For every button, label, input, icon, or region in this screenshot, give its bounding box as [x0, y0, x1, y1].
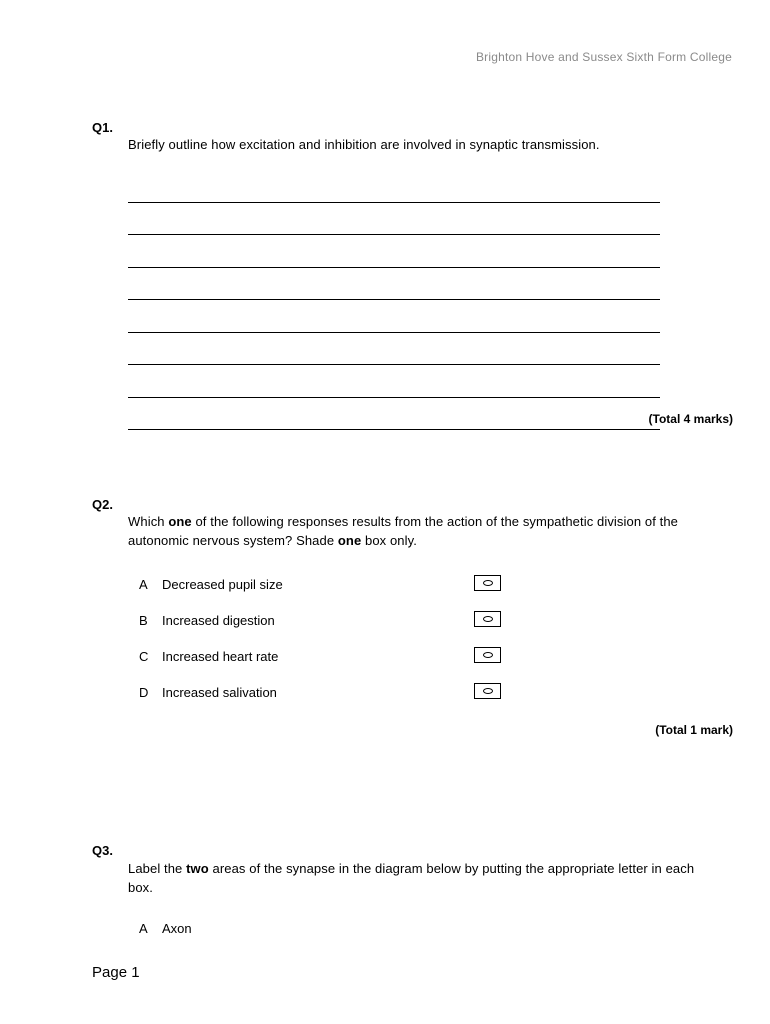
label-text: Axon — [162, 921, 192, 936]
question-3-number: Q3. — [92, 843, 113, 858]
option-b-checkbox[interactable] — [474, 611, 501, 627]
label-letter: A — [139, 921, 148, 936]
option-d — [139, 683, 519, 703]
option-a-checkbox[interactable] — [474, 575, 501, 591]
answer-line[interactable] — [128, 170, 660, 203]
oval-icon — [483, 616, 493, 622]
answer-line[interactable] — [128, 300, 660, 333]
option-b — [139, 611, 519, 631]
question-3-text-part: Label the — [128, 861, 187, 876]
question-2-text-part: box only. — [361, 533, 417, 548]
question-1-marks: (Total 4 marks) — [648, 412, 733, 426]
question-2-text — [128, 512, 703, 550]
answer-line[interactable] — [128, 268, 660, 301]
question-1-number: Q1. — [92, 120, 113, 135]
option-letter: C — [139, 649, 149, 664]
oval-icon — [483, 688, 493, 694]
question-2-marks: (Total 1 mark) — [655, 723, 733, 737]
oval-icon — [483, 652, 493, 658]
label-a — [139, 919, 519, 939]
question-2-text-part: Which — [128, 514, 169, 529]
option-text: Increased heart rate — [162, 649, 279, 664]
question-2-emphasis: one — [168, 514, 192, 529]
question-2-emphasis: one — [337, 533, 362, 548]
page-number: Page 1 — [92, 964, 140, 981]
option-letter: B — [139, 613, 148, 628]
option-letter: A — [139, 577, 148, 592]
option-c-checkbox[interactable] — [474, 647, 501, 663]
option-c — [139, 647, 519, 667]
option-d-checkbox[interactable] — [474, 683, 501, 699]
question-2-text-part: of the following responses results from the action of the sympathetic division of the autonomic nervous system? Shade — [128, 514, 679, 548]
answer-lines[interactable] — [128, 170, 660, 430]
option-text: Decreased pupil size — [162, 577, 283, 592]
answer-line[interactable] — [128, 333, 660, 366]
answer-line[interactable] — [128, 398, 660, 431]
option-text: Increased digestion — [162, 613, 275, 628]
option-letter: D — [139, 685, 149, 700]
question-2-number: Q2. — [92, 497, 113, 512]
question-3-text-part: areas of the synapse in the diagram below by putting the appropriate letter in each box. — [128, 861, 695, 895]
question-1-text: Briefly outline how excitation and inhibition are involved in synaptic transmission. — [128, 137, 600, 152]
answer-line[interactable] — [128, 235, 660, 268]
question-3-emphasis: two — [186, 861, 209, 876]
option-a — [139, 575, 519, 595]
answer-line[interactable] — [128, 203, 660, 236]
option-text: Increased salivation — [162, 685, 277, 700]
question-3-text — [128, 859, 698, 897]
answer-line[interactable] — [128, 365, 660, 398]
oval-icon — [483, 580, 493, 586]
college-name: Brighton Hove and Sussex Sixth Form College — [475, 50, 732, 64]
